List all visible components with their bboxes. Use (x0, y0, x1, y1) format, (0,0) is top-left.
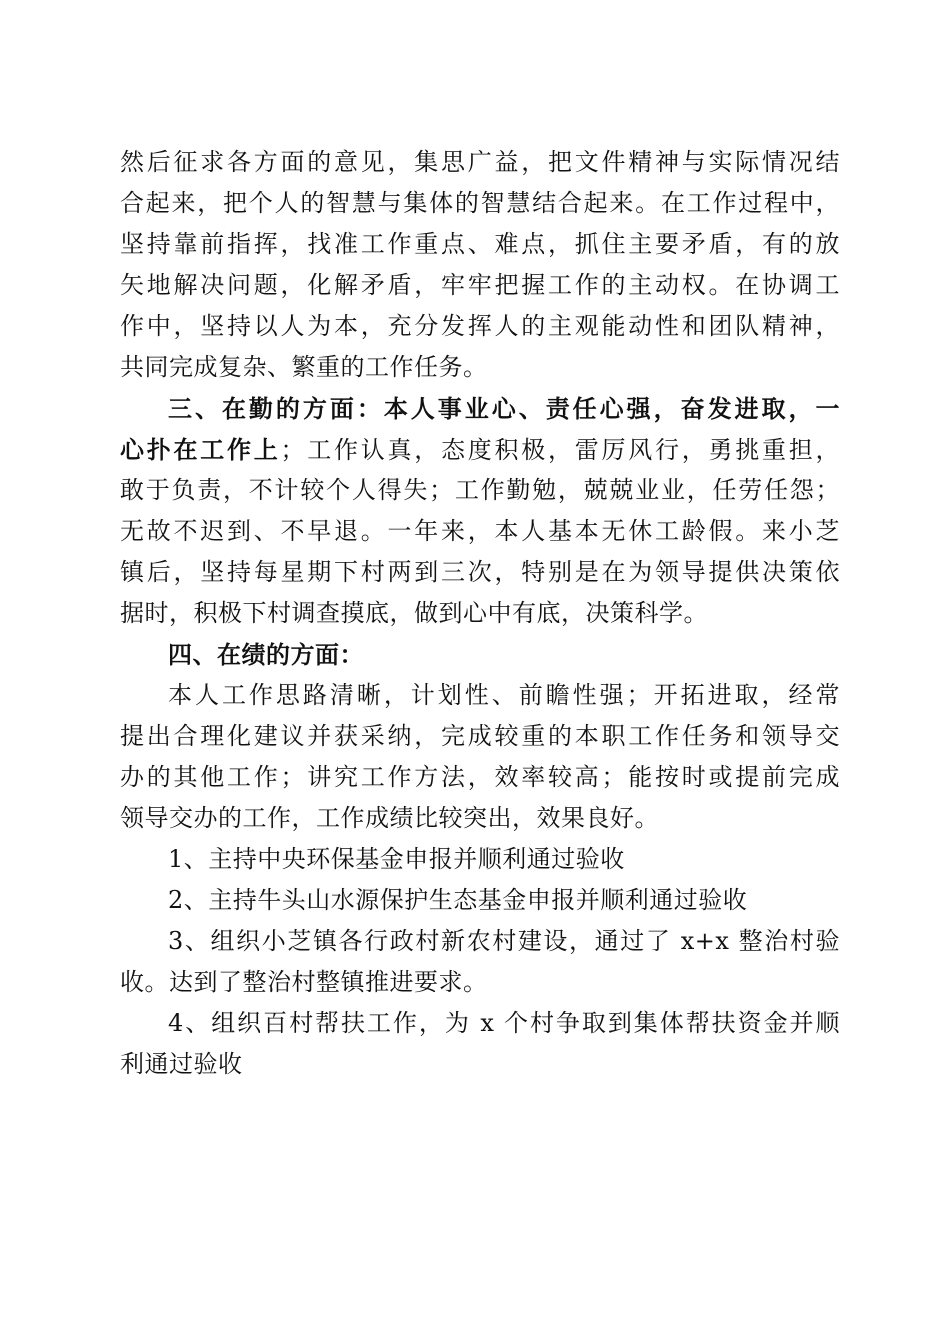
text-line: 领导交办的工作，工作成绩比较突出，效果良好。 (120, 804, 659, 832)
paragraph-performance (120, 675, 840, 839)
section-heading-diligence-continued: 心扑在工作上 (120, 435, 281, 464)
text-line: 办的其他工作；讲究工作方法，效率较高；能按时或提前完成 (120, 763, 840, 791)
text-line: 无故不迟到、不早退。一年来，本人基本无休工龄假。来小芝 (120, 517, 840, 545)
list-item: 1、主持中央环保基金申报并顺利通过验收 (168, 845, 625, 873)
text-line: 镇后，坚持每星期下村两到三次，特别是在为领导提供决策依 (120, 558, 840, 586)
text-line (120, 429, 840, 470)
text-line: 共同完成复杂、繁重的工作任务。 (120, 353, 488, 381)
text-line: 提出合理化建议并获采纳，完成较重的本职工作任务和领导交 (120, 722, 840, 750)
text-line: 本人工作思路清晰，计划性、前瞻性强；开拓进取，经常 (168, 681, 840, 709)
list-item: 2、主持牛头山水源保护生态基金申报并顺利通过验收 (168, 886, 748, 914)
text-line: 利通过验收 (120, 1050, 243, 1078)
text-line: 坚持靠前指挥，找准工作重点、难点，抓住主要矛盾，有的放 (120, 230, 840, 258)
section-diligence (120, 388, 840, 634)
list-item (120, 1003, 840, 1085)
text-line: 合起来，把个人的智慧与集体的智慧结合起来。在工作过程中， (120, 189, 840, 217)
text-line: 据时，积极下村调查摸底，做到心中有底，决策科学。 (120, 599, 708, 627)
section-heading-diligence: 三、在勤的方面：本人事业心、责任心强，奋发进取，一 (168, 394, 840, 423)
list-item (120, 921, 840, 1003)
text-line: 3、组织小芝镇各行政村新农村建设，通过了 x+x 整治村验 (168, 927, 840, 955)
text-line: 作中，坚持以人为本，充分发挥人的主观能动性和团队精神， (120, 312, 840, 340)
paragraph-work-method (120, 142, 840, 388)
text-line: 矢地解决问题，化解矛盾，牢牢把握工作的主动权。在协调工 (120, 271, 840, 299)
section-heading-performance: 四、在绩的方面： (168, 640, 364, 669)
text-line: 然后征求各方面的意见，集思广益，把文件精神与实际情况结 (120, 148, 840, 176)
text-line: 敢于负责，不计较个人得失；工作勤勉，兢兢业业，任劳任怨； (120, 476, 840, 504)
document-body (120, 142, 840, 1085)
text-line: 4、组织百村帮扶工作，为 x 个村争取到集体帮扶资金并顺 (168, 1009, 840, 1037)
text-fragment: ；工作认真，态度积极，雷厉风行，勇挑重担， (280, 436, 840, 464)
text-line: 收。达到了整治村整镇推进要求。 (120, 968, 488, 996)
